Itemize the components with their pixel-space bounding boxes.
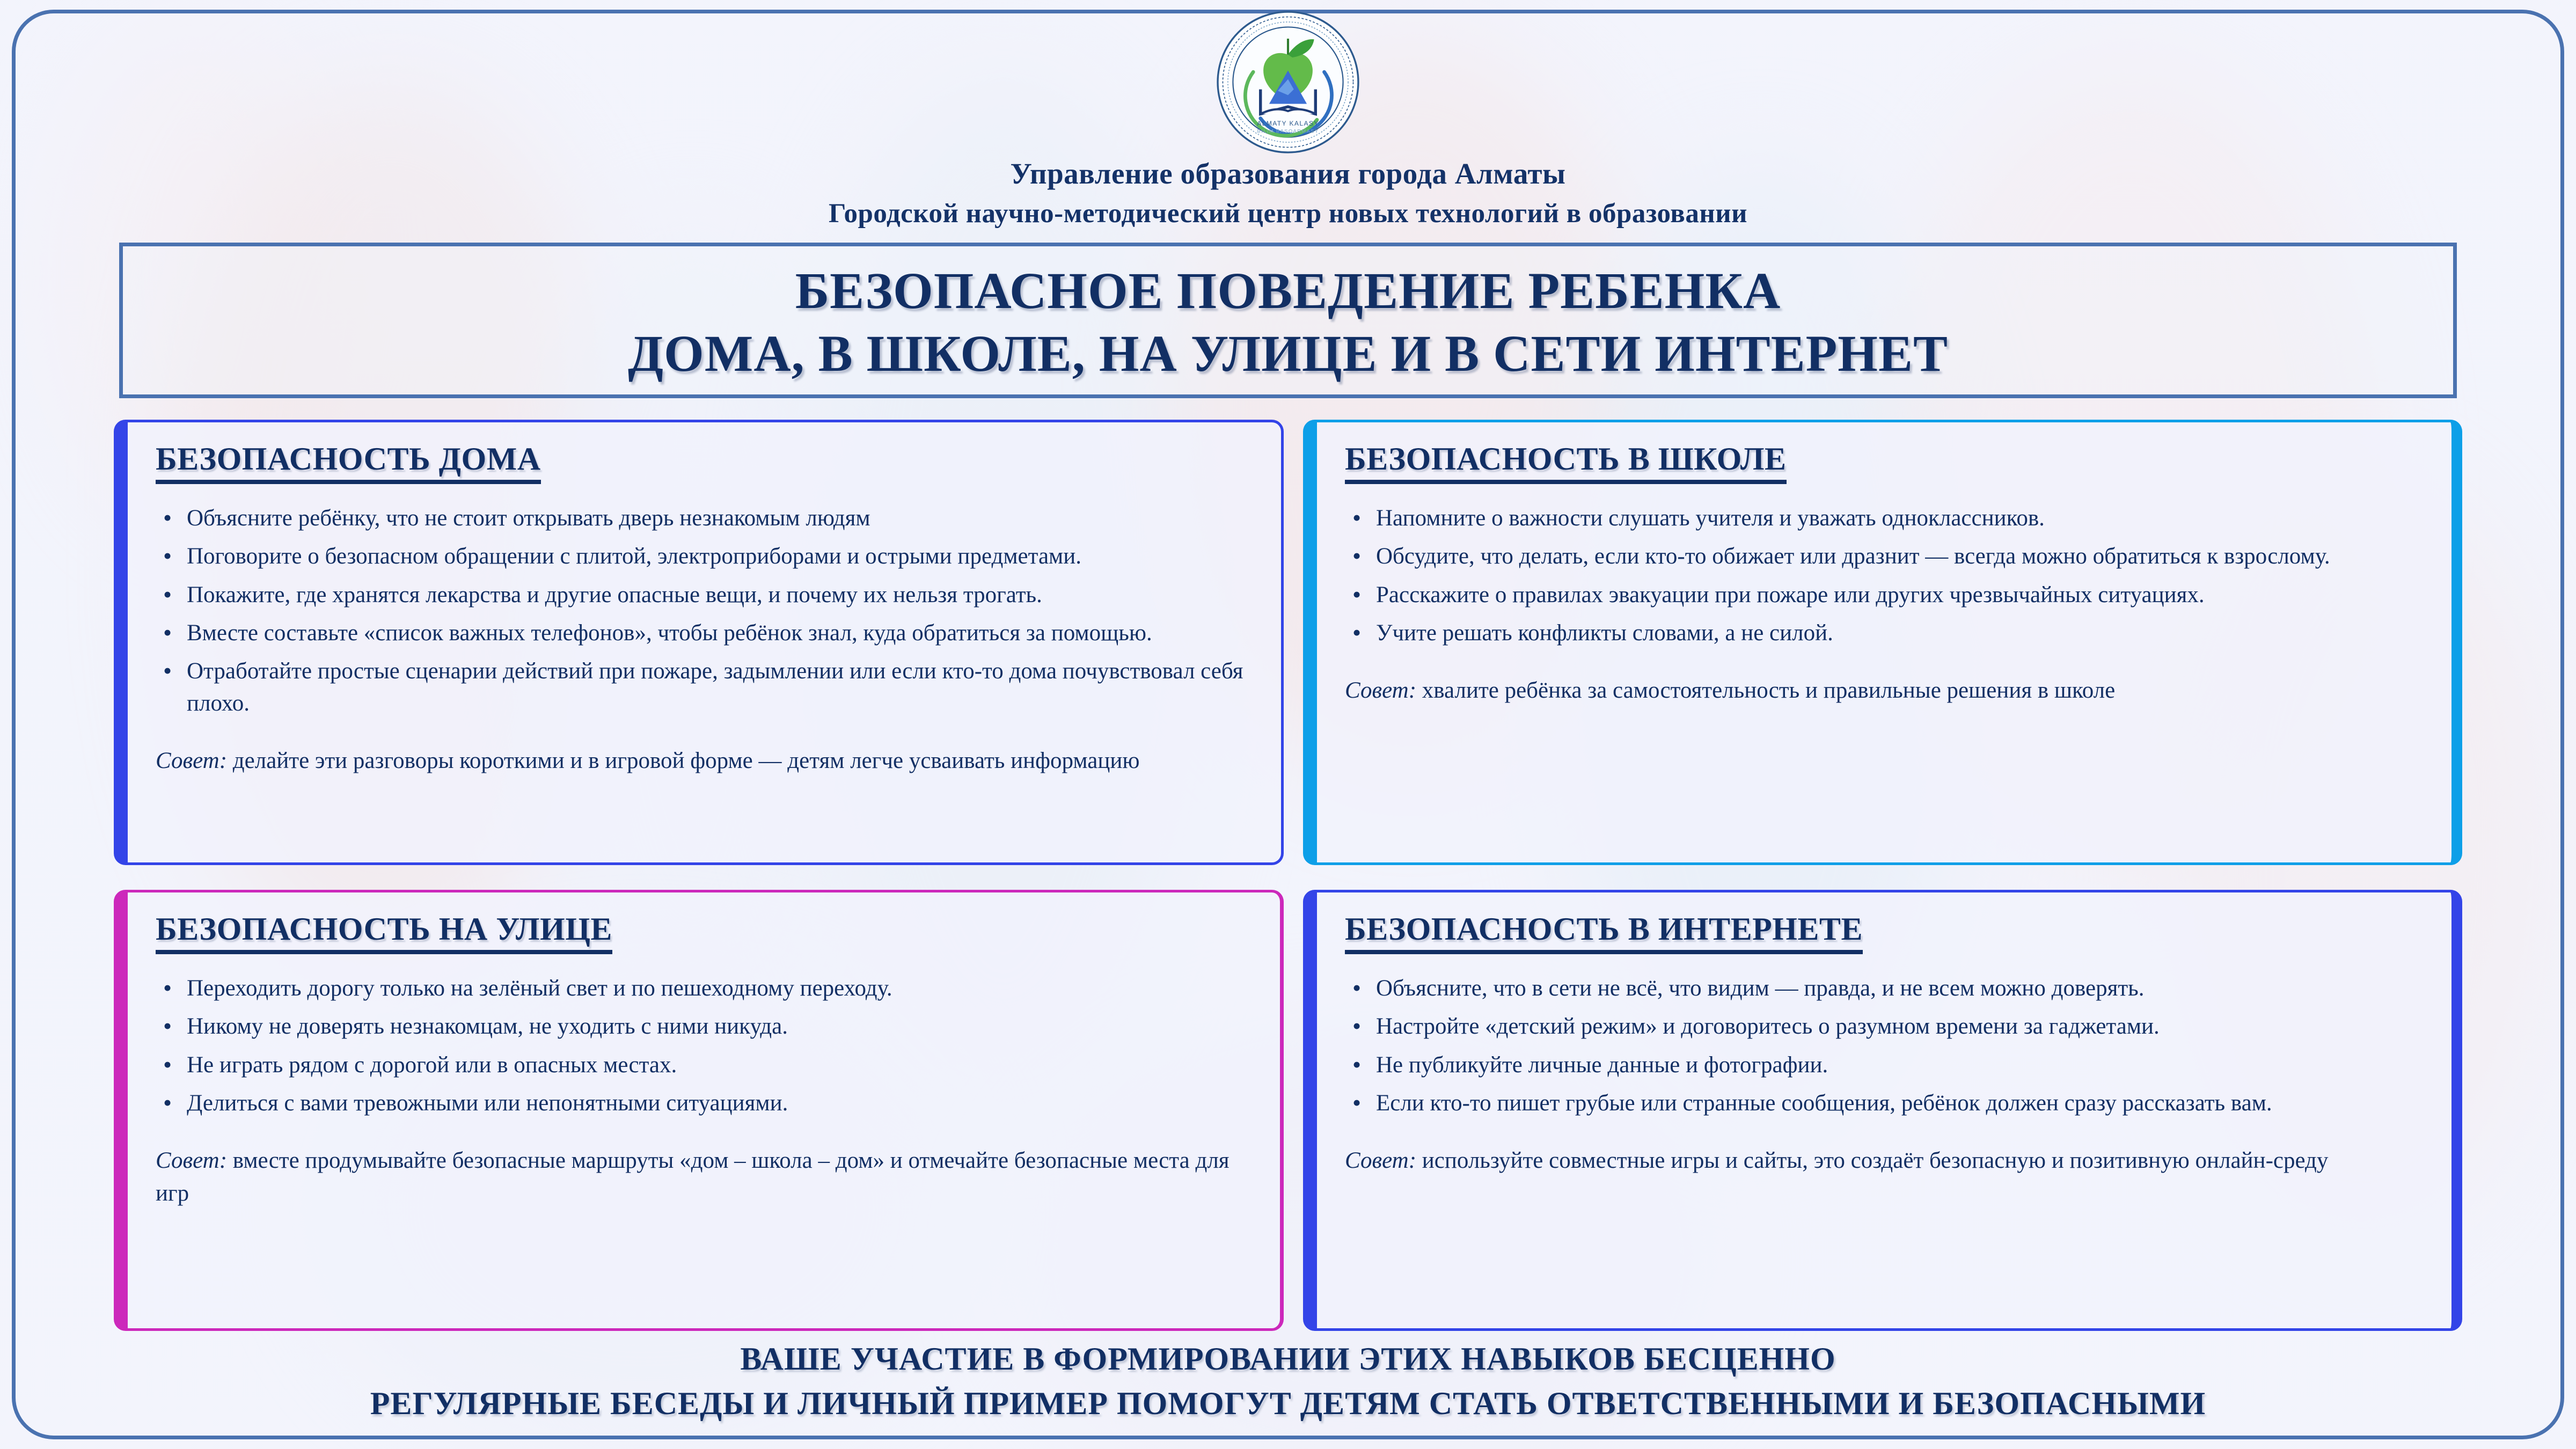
card-safety-at-home <box>114 420 1284 865</box>
advice-text: используйте совместные игры и сайты, это создаёт безопасную и позитивную онлайн-среду <box>1416 1148 2329 1174</box>
organization-name-line-2: Городской научно-методический центр новых технологий в образовании <box>829 199 1747 229</box>
organization-name-line-1: Управление образования города Алматы <box>1010 157 1566 190</box>
card-title: БЕЗОПАСНОСТЬ В ШКОЛЕ <box>1345 441 1787 484</box>
main-title-line-2: ДОМА, В ШКОЛЕ, НА УЛИЦЕ И В СЕТИ ИНТЕРНЕТ <box>627 325 1949 383</box>
list-item: • Напомните о важности слушать учителя и уважать одноклассников. <box>1345 502 2427 534</box>
advice-note <box>1345 1145 2427 1177</box>
bullet-list <box>1345 972 2427 1119</box>
list-item: • Никому не доверять незнакомцам, не уходить с ними никуда. <box>156 1011 1255 1042</box>
advice-label: Совет: <box>1345 678 1417 704</box>
card-safety-on-internet <box>1303 890 2462 1331</box>
list-item: • Покажите, где хранятся лекарства и другие опасные вещи, и почему их нельзя трогать. <box>156 579 1256 611</box>
card-title: БЕЗОПАСНОСТЬ ДОМА <box>156 441 541 484</box>
list-item: • Переходить дорогу только на зелёный свет и по пешеходному переходу. <box>156 972 1255 1004</box>
card-title: БЕЗОПАСНОСТЬ НА УЛИЦЕ <box>156 911 612 954</box>
header <box>0 10 2576 229</box>
list-item: • Обсудите, что делать, если кто-то обижает или дразнит — всегда можно обратиться к взрослому. <box>1345 540 2427 572</box>
organization-logo-icon <box>1216 10 1360 155</box>
list-item: • Объясните ребёнку, что не стоит открывать дверь незнакомым людям <box>156 502 1256 534</box>
footer-line-2: РЕГУЛЯРНЫЕ БЕСЕДЫ И ЛИЧНЫЙ ПРИМЕР ПОМОГУТ ДЕТЯМ СТАТЬ ОТВЕТСТВЕННЫМИ И БЕЗОПАСНЫМИ <box>370 1386 2206 1421</box>
list-item: • Вместе составьте «список важных телефонов», чтобы ребёнок знал, куда обратиться за помощью. <box>156 617 1256 649</box>
list-item: • Поговорите о безопасном обращении с плитой, электроприборами и острыми предметами. <box>156 540 1256 572</box>
main-title-box <box>119 243 2457 398</box>
list-item: • Если кто-то пишет грубые или странные сообщения, ребёнок должен сразу рассказать вам. <box>1345 1087 2427 1119</box>
footer <box>0 1341 2576 1422</box>
advice-label: Совет: <box>156 1148 228 1174</box>
card-safety-at-school <box>1303 420 2462 865</box>
advice-label: Совет: <box>1345 1148 1417 1174</box>
advice-text: вместе продумывайте безопасные маршруты «дом – школа – дом» и отмечайте безопасные места для игр <box>156 1148 1230 1206</box>
advice-note <box>156 745 1256 777</box>
list-item: • Не публикуйте личные данные и фотографии. <box>1345 1049 2427 1081</box>
advice-label: Совет: <box>156 748 228 773</box>
list-item: • Расскажите о правилах эвакуации при пожаре или других чрезвычайных ситуациях. <box>1345 579 2427 611</box>
list-item: • Делиться с вами тревожными или непонятными ситуациями. <box>156 1087 1255 1119</box>
bullet-list <box>1345 502 2427 649</box>
svg-text:BILIM BASQARMASY: BILIM BASQARMASY <box>1257 128 1319 135</box>
main-title-line-1: БЕЗОПАСНОЕ ПОВЕДЕНИЕ РЕБЕНКА <box>795 262 1781 319</box>
advice-note <box>156 1145 1255 1209</box>
list-item: • Объясните, что в сети не всё, что видим — правда, и не всем можно доверять. <box>1345 972 2427 1004</box>
card-safety-on-street <box>114 890 1284 1331</box>
footer-line-1: ВАШЕ УЧАСТИЕ В ФОРМИРОВАНИИ ЭТИХ НАВЫКОВ БЕСЦЕННО <box>740 1341 1836 1377</box>
list-item: • Отработайте простые сценарии действий при пожаре, задымлении или если кто-то дома почувствовал себя плохо. <box>156 655 1256 719</box>
advice-text: делайте эти разговоры короткими и в игровой форме — детям легче усваивать информацию <box>227 748 1140 773</box>
list-item: • Не играть рядом с дорогой или в опасных местах. <box>156 1049 1255 1081</box>
card-title: БЕЗОПАСНОСТЬ В ИНТЕРНЕТЕ <box>1345 911 1863 954</box>
svg-text:ALMATY KALASY: ALMATY KALASY <box>1257 120 1319 127</box>
bullet-list <box>156 972 1255 1119</box>
list-item: • Учите решать конфликты словами, а не силой. <box>1345 617 2427 649</box>
bullet-list <box>156 502 1256 719</box>
advice-note <box>1345 675 2427 707</box>
advice-text: хвалите ребёнка за самостоятельность и правильные решения в школе <box>1416 678 2116 704</box>
list-item: • Настройте «детский режим» и договоритесь о разумном времени за гаджетами. <box>1345 1011 2427 1042</box>
